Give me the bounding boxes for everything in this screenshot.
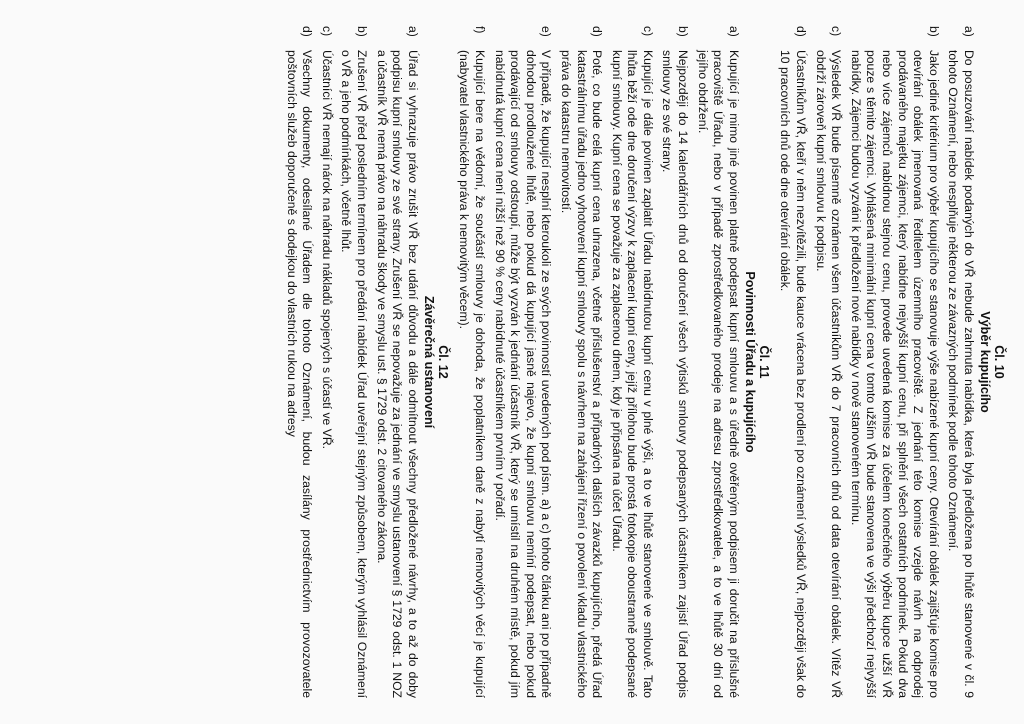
item-text: Jako jediné kritérium pro výběr kupujícího se stanovuje výše nabízené kupní ceny. Otevírání obálek zajišťuje komise pro otevírání obálek jmenovaná ředitelem územního pracoviště. Z jednání této komise vzejde návrh na odprodej prodávaného majetku zájemci, který nabídne nejvyšší kupní cenu, při splnění všech ostatních podmínek. Pokud dva nebo více zájemců nabídnou stejnou cenu, provede uvedená komise za účelem konečného výběru kupce užší VŘ pouze s těmito zájemci. Vyhlášená minimální kupní cena v tomto užším VŘ bude stanovena ve výši předchozí nejvyšší nabídky. Zájemci budou vyzváni k předložení nové nabídky v nově stanoveném termínu. [848,50,941,698]
item-text: Kupující je dále povinen zaplatit Úřadu nabídnutou kupní cenu v plné výši, a to ve lhůtě stanovené ve smlouvě. Tato lhůta běží ode dne doručení výzvy k zaplacení kupní ceny, jejíž přílohou bude prostá fotokopie oboustranně podepsané kupní smlouvy. Kupní cena se považuje za zaplacenou dnem, kdy je připsána na účet Úřadu. [609,50,655,698]
article-12-number: Čl. 12 [435,345,450,379]
list-item [608,26,655,698]
article-11-title: Povinnosti Úřadu a kupujícího [742,271,757,453]
item-label: c) [829,26,844,37]
list-item [659,26,690,698]
item-label: a) [405,26,420,37]
article-12 [283,26,450,698]
article-10 [777,26,1006,698]
item-text: Úřad si vyhrazuje právo zrušit VŘ bez udání důvodu a dále odmítnout všechny předložené návrhy, a to až do doby podpisu kupní smlouvy ze své strany. Zrušení VŘ se nepovažuje za jednání ve smyslu ustanovení § 1729 odst. 1 NOZ a účastník VŘ nemá právo na náhradu škody ve smyslu ust. § 1729 odst. 2 citovaného zákona. [374,50,420,698]
list-item [694,26,741,698]
list-item [318,26,334,698]
list-item [338,26,369,698]
list-item [847,26,941,698]
item-label: e) [539,26,554,37]
article-10-title: Výběr kupujícího [978,311,992,413]
article-12-list [283,26,420,698]
item-text: Zrušení VŘ před posledním termínem pro předání nabídek Úřad uveřejní stejným způsobem, kterým vyhlásil Oznámení o VŘ a jeho podmínkách, včetně lhůt. [339,50,369,698]
article-10-list [777,26,976,698]
list-item [491,26,553,698]
item-label: d) [794,26,809,37]
item-label: a) [962,26,976,37]
list-item [945,26,976,698]
item-text: Poté, co bude celá kupní cena uhrazena, včetně příslušenství a případných dalších závazků kupujícího, předá Úřad katastrálnímu úřadu jedno vyhotovení kupní smlouvy spolu s návrhem na zahájení řízení o povolení vkladu vlastnického práva do katastru nemovitostí. [558,50,605,698]
item-label: b) [355,26,369,37]
list-item [456,26,487,698]
item-label: b) [676,26,691,37]
article-11 [456,26,771,698]
article-10-number: Čl. 10 [992,345,1006,379]
item-label: d) [300,26,315,37]
item-label: f) [472,26,487,34]
item-label: a) [726,26,741,37]
item-text: Účastníci VŘ nemají nárok na náhradu nákladů spojených s účastí ve VŘ. [319,50,334,450]
article-11-number: Čl. 11 [756,345,771,379]
list-item [373,26,420,698]
item-label: c) [319,26,334,37]
page-content [283,12,1012,712]
item-text: Všechny dokumenty, odesílané Úřadem dle tohoto Oznámení, budou zasílány prostřednictvím provozovatele poštovních služeb doporučeně s dodejkou do vlastních rukou na adresy [284,50,315,698]
item-text: Kupující je mimo jiné povinen platně podepsat kupní smlouvu a s úředně ověřeným podpisem ji doručit na příslušné pracoviště Úřadu, nebo v případě zprostředkovaného prodeje na adresu zprostředkovatele, a to ve lhůtě 30 dní od jejího obdržení. [695,50,741,698]
item-label: b) [926,26,941,37]
item-text: Do posuzování nabídek podaných do VŘ nebude zahrnuta nabídka, která byla předložena po lhůtě stanovené v čl. 9 tohoto Oznámení, nebo nesplňuje některou ze závazných podmínek podle tohoto Oznámení. [946,50,976,698]
item-text: Výsledek VŘ bude písemně oznámen všem účastníkům VŘ do 7 pracovních dnů od data otevírání obálek. Vítěz VŘ obdrží zároveň kupní smlouvu k podpisu. [813,50,844,698]
article-12-title: Závěrečná ustanovení [421,295,436,429]
list-item [777,26,808,698]
item-text: Účastníkům VŘ, kteří v něm nezvítězili, bude kauce vrácena bez prodlení po oznámení výsledků VŘ, nejpozději však do 10 pracovních dnů ode dne otevírání obálek. [778,50,809,698]
list-item [557,26,604,698]
item-label: d) [590,26,605,37]
item-label: c) [640,26,655,37]
item-text: Nejpozději do 14 kalendářních dnů od doručení všech výtisků smlouvy podepsaných účastníkem zajistí Úřad podpis smlouvy ze své strany. [660,50,691,698]
article-11-list [456,26,741,698]
item-text: Kupující bere na vědomí, že součástí smlouvy je dohoda, že poplatníkem daně z nabytí nemovitých věcí je kupující (nabyvatel vlastnického práva k nemovitým věcem). [457,50,487,698]
list-item [812,26,843,698]
rotated-page [12,12,1012,712]
item-text: V případě, že kupující nesplní kteroukoli ze svých povinností uvedených pod písm. a) a c) tohoto článku ani po případně dohodou prodloužené lhůtě, nebo pokud dá kupující jasně najevo, že kupní smlouvu nemíní podepsat, nebo pokud prodávající od smlouvy odstoupí, může být vyzván k jednání účastník VŘ, který se umístil na druhém místě, pokud jím nabídnutá kupní cena není nižší než 90 % ceny nabídnuté účastníkem prvním v pořadí. [492,50,554,698]
list-item [283,26,314,698]
